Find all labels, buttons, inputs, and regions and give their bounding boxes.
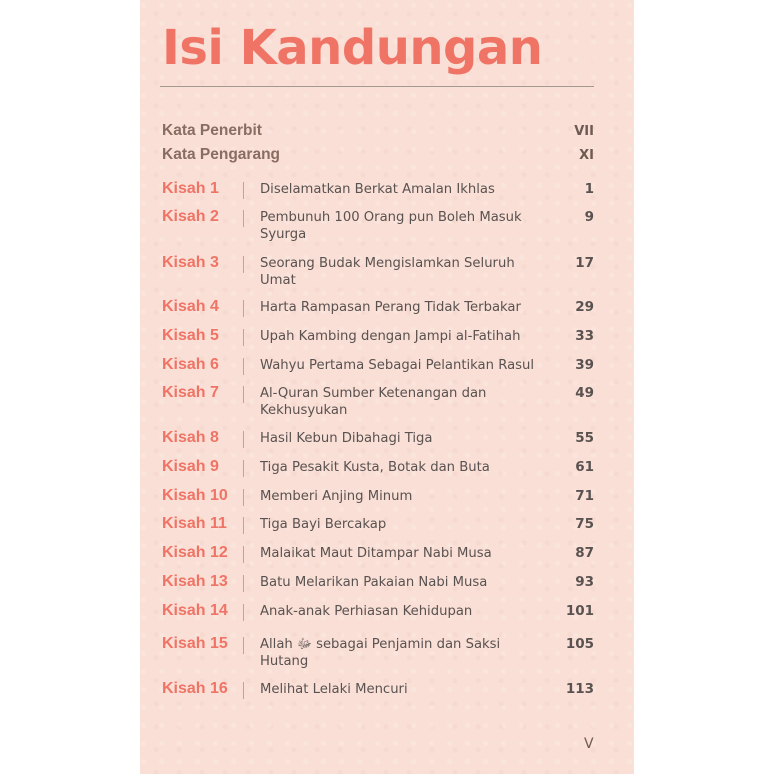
page-title: Isi Kandungan [162, 20, 543, 76]
story-title: Seorang Budak Mengislamkan Seluruh Umat [260, 256, 515, 288]
page-number: 49 [575, 385, 594, 401]
story-title: Allah ﷻ sebagai Penjamin dan Saksi Hutang [260, 637, 501, 669]
entry-separator [243, 210, 244, 227]
page-number: 17 [575, 255, 594, 271]
front-matter-label: Kata Penerbit [162, 122, 262, 139]
entry-separator [243, 256, 244, 273]
story-number: Kisah 14 [162, 602, 228, 619]
entry-separator [243, 604, 244, 621]
page-number: 61 [575, 459, 594, 475]
story-number: Kisah 16 [162, 680, 228, 697]
story-title: Tiga Bayi Bercakap [260, 517, 387, 532]
story-title: Harta Rampasan Perang Tidak Terbakar [260, 300, 521, 315]
page-number: 113 [565, 681, 594, 697]
page-number: 9 [584, 209, 594, 225]
front-matter-page: VII [574, 123, 594, 139]
entry-separator [243, 517, 244, 534]
book-page [140, 0, 634, 774]
story-title: Batu Melarikan Pakaian Nabi Musa [260, 575, 488, 590]
page-number: 39 [575, 357, 594, 373]
story-number: Kisah 4 [162, 298, 219, 315]
front-matter-item [162, 119, 594, 143]
story-title: Tiga Pesakit Kusta, Botak dan Buta [260, 460, 490, 475]
story-title: Malaikat Maut Ditampar Nabi Musa [260, 546, 492, 561]
front-matter-page: XI [579, 147, 594, 163]
story-title: Wahyu Pertama Sebagai Pelantikan Rasul [260, 358, 535, 373]
page-number: 75 [575, 516, 594, 532]
entry-separator [243, 182, 244, 199]
story-number: Kisah 12 [162, 544, 228, 561]
story-title: Hasil Kebun Dibahagi Tiga [260, 431, 433, 446]
story-number: Kisah 6 [162, 356, 219, 373]
page-number: 93 [575, 574, 594, 590]
page-number: 105 [565, 636, 594, 652]
entry-separator [243, 637, 244, 654]
story-number: Kisah 7 [162, 384, 219, 401]
entry-separator [243, 386, 244, 403]
story-number: Kisah 9 [162, 458, 219, 475]
story-title: Anak-anak Perhiasan Kehidupan [260, 604, 473, 619]
story-title: Pembunuh 100 Orang pun Boleh Masuk Syurga [260, 210, 522, 242]
story-number: Kisah 15 [162, 635, 228, 652]
entry-separator [243, 682, 244, 699]
page-number: 33 [575, 328, 594, 344]
story-number: Kisah 3 [162, 254, 219, 271]
entry-separator [243, 431, 244, 448]
entry-separator [243, 460, 244, 477]
page-number: 87 [575, 545, 594, 561]
entry-separator [243, 329, 244, 346]
page-number: 101 [565, 603, 594, 619]
entry-separator [243, 358, 244, 375]
page-number: 1 [584, 181, 594, 197]
entry-separator [243, 546, 244, 563]
story-title: Upah Kambing dengan Jampi al-Fatihah [260, 329, 521, 344]
front-matter-label: Kata Pengarang [162, 146, 281, 163]
title-divider [160, 86, 594, 87]
story-number: Kisah 5 [162, 327, 219, 344]
page-number: 71 [575, 488, 594, 504]
story-number: Kisah 1 [162, 180, 219, 197]
story-number: Kisah 13 [162, 573, 228, 590]
story-title: Memberi Anjing Minum [260, 489, 413, 504]
page-folio: V [584, 736, 594, 752]
front-matter-item [162, 143, 594, 167]
entry-separator [243, 300, 244, 317]
page-number: 29 [575, 299, 594, 315]
entry-separator [243, 489, 244, 506]
story-number: Kisah 8 [162, 429, 219, 446]
story-number: Kisah 10 [162, 487, 228, 504]
story-number: Kisah 11 [162, 515, 227, 532]
entry-separator [243, 575, 244, 592]
story-title: Melihat Lelaki Mencuri [260, 682, 408, 697]
story-number: Kisah 2 [162, 208, 219, 225]
page-number: 55 [575, 430, 594, 446]
story-title: Diselamatkan Berkat Amalan Ikhlas [260, 182, 495, 197]
story-title: Al-Quran Sumber Ketenangan dan Kekhusyukan [260, 386, 487, 418]
